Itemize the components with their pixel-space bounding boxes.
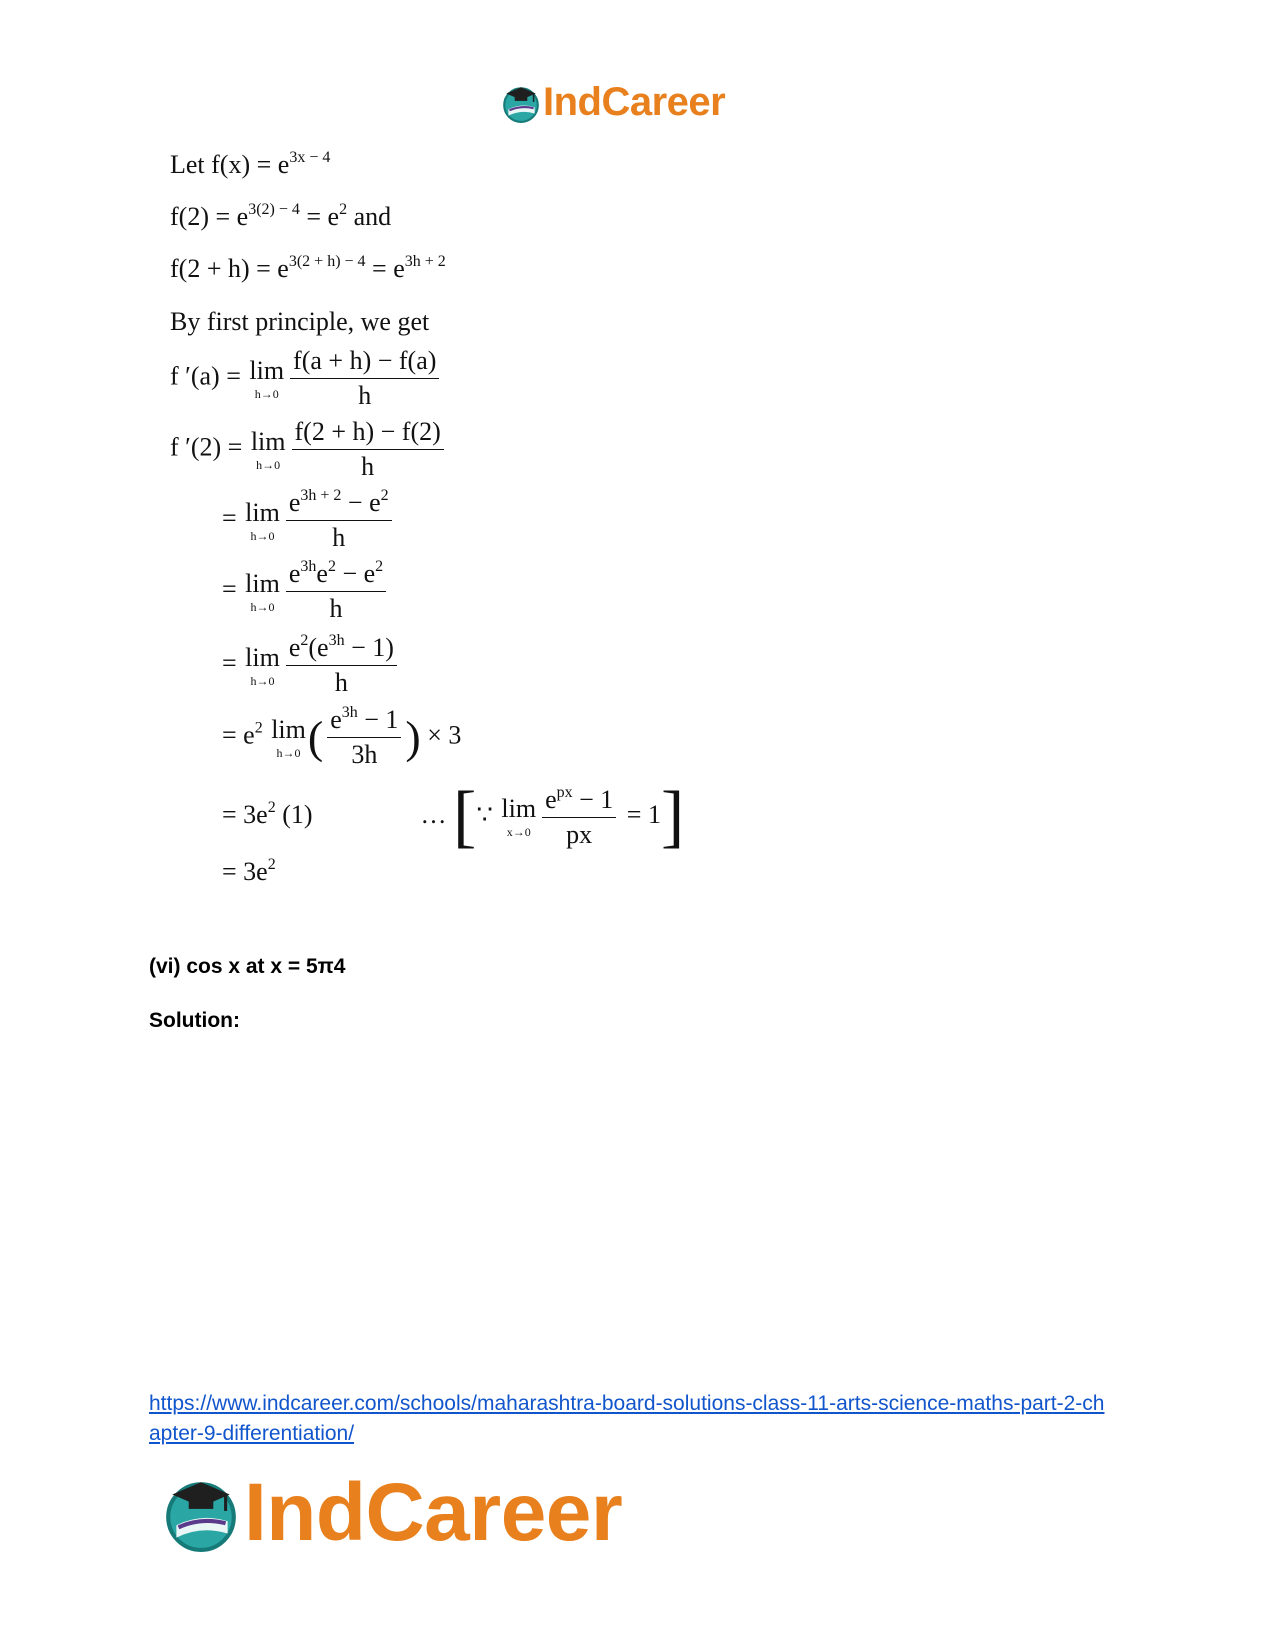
eq-first-principle-at-2: f ′(2) = lim h→0 $\frac{f(2 + h) - f(2)}{h}$ [170,417,448,482]
eq-step-5: = $3e^2$ (1) … [∵ lim x→0 $\frac{e^{px} - 1}{px}$ = 1] [222,778,685,855]
eq-step-2: = lim h→0 $\frac{e^{3h}e^2 - e^2}{h}$ [222,559,390,624]
eq-define-f: Let $f(x) = e^{3x - 4}$ [170,149,331,179]
eq-f-of-2: $f(2) = e^{3(2) - 4} = e^2$ and [170,201,392,231]
eq-f-of-2-plus-h: $f(2 + h) = e^{3(2 + h) - 4} = e^{3h + 2}$ [170,253,446,283]
first-principle-text: By first principle, we get [170,307,430,336]
derivation-image [170,150,690,940]
question-heading: (vi) cos x at x = 5π4 [149,955,346,978]
graduation-cap-globe-icon [500,82,542,124]
graduation-cap-globe-icon [160,1472,242,1554]
eq-step-1: = lim h→0 $\frac{e^{3h + 2} - e^2}{h}$ [222,488,396,553]
solution-label: Solution: [149,1009,240,1032]
footer-logo [160,1466,622,1560]
logo-wordmark: IndCareer [543,80,726,124]
eq-step-4: = $e^2$ lim h→0 ( $\frac{e^{3h} - 1}{3h}$ ) × 3 [222,704,462,769]
source-link[interactable]: https://www.indcareer.com/schools/maharashtra-board-solutions-class-11-arts-science-maths-part-2-chapter-9-differentiation/ [149,1392,1105,1445]
eq-step-3: = lim h→0 $\frac{e^2(e^{3h} - 1)}{h}$ [222,633,401,698]
header-logo [500,80,725,125]
eq-first-principle-general: f ′(a) = lim h→0 $\frac{f(a + h) - f(a)}{h}$ [170,346,443,411]
eq-final: = $3e^2$ [222,856,276,886]
logo-wordmark: IndCareer [244,1467,623,1558]
